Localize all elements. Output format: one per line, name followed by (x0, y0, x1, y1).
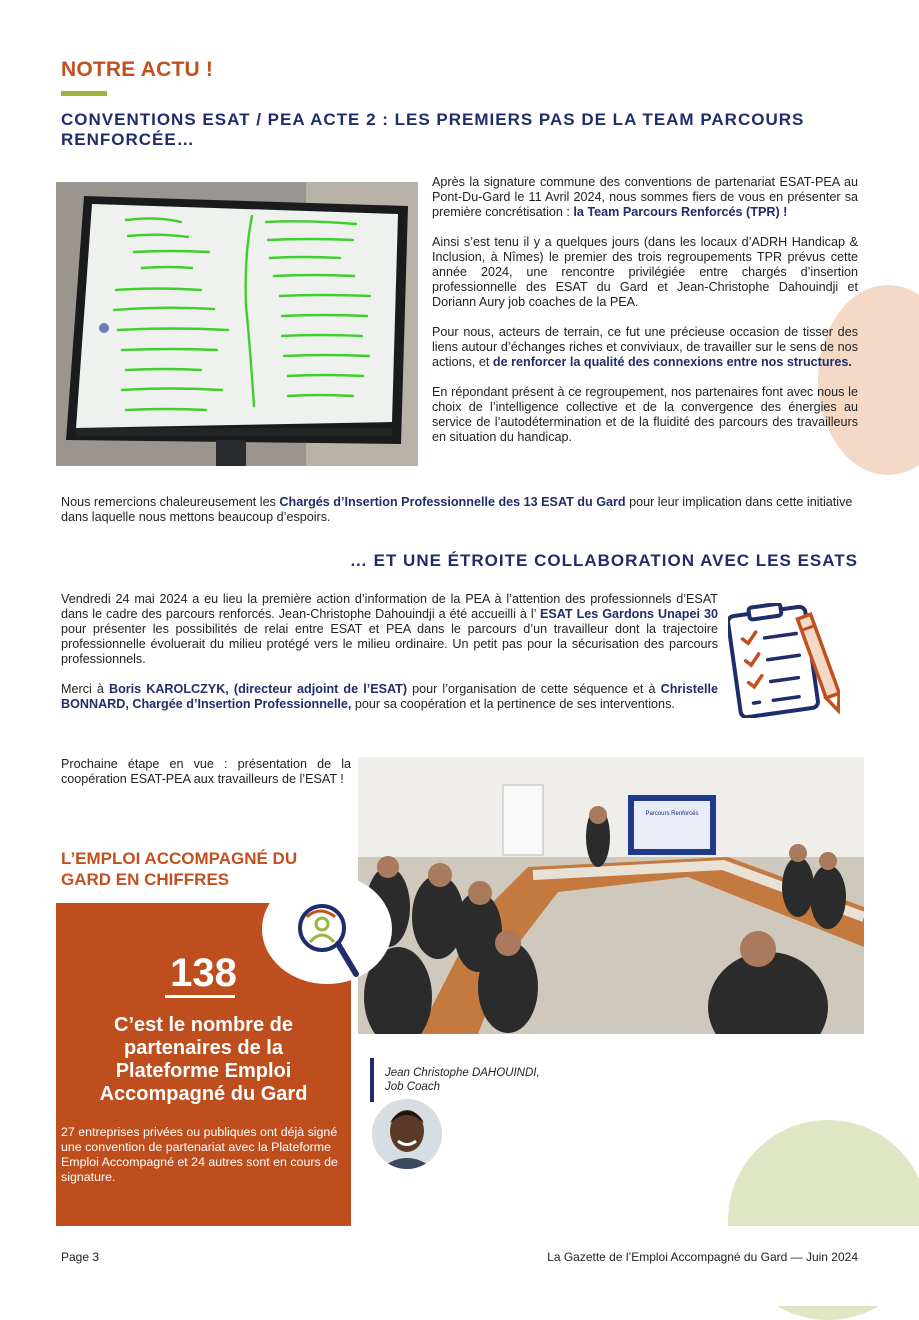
collaboration-paragraph-2: Merci à Boris KAROLCZYK, (directeur adjoint de l’ESAT) pour l’organisation de cette séquence et à Christelle BONNARD, Chargée d’Insertion Professionnelle, pour sa coopération et la pertinence de ses interventions. (61, 682, 718, 711)
caption-role: Job Coach (385, 1081, 440, 1093)
caption-accent-bar (370, 1058, 374, 1102)
intro-paragraph-2: Ainsi s’est tenu il y a quelques jours (dans les locaux d’ADRH Handicap & Inclusion, à Nîmes) le premier des trois regroupements TPR prévus cette année 2024, une rencontre privilégiée entre chargés d’insertion professionnelle des ESAT du Gard et Jean-Christophe Dahouindji et Doriann Aury job coaches de la PEA. (432, 235, 858, 309)
caption-name: Jean Christophe DAHOUINDI, (385, 1067, 540, 1079)
photo-meeting-room (358, 757, 864, 1034)
article-title: CONVENTIONS ESAT / PEA ACTE 2 : LES PREMIERS PAS DE LA TEAM PARCOURS RENFORCÉE… (61, 110, 805, 149)
section-label: NOTRE ACTU ! (61, 58, 214, 81)
partners-count: 138 (170, 951, 237, 995)
collaboration-text (61, 592, 718, 712)
slide-title: Parcours Renforcés (645, 811, 699, 817)
intro-paragraph-1: Après la signature commune des conventions de partenariat ESAT-PEA au Pont-Du-Gard le 11 Avril 2024, nous sommes fiers de vous en présenter sa première concrétisation : la Team Parcours Renforcés (TPR) ! (432, 175, 858, 219)
key-figure-lead: C’est le nombre de partenaires de la Plateforme Emploi Accompagné du Gard (99, 1014, 308, 1105)
next-step-text: Prochaine étape en vue : présentation de la coopération ESAT-PEA aux travailleurs de l’ESAT ! (61, 757, 351, 786)
intro-text (432, 175, 858, 445)
page-number: Page 3 (61, 1250, 100, 1264)
figures-title: L’EMPLOI ACCOMPAGNÉ DU GARD EN CHIFFRES (61, 849, 298, 889)
thanks-paragraph: Nous remercions chaleureusement les Chargés d’Insertion Professionnelle des 13 ESAT du Gard pour leur implication dans cette initiative dans laquelle nous mettons beaucoup d’espoirs. (61, 495, 853, 524)
photo-whiteboard-screen (56, 182, 418, 466)
photo-caption (385, 1066, 540, 1094)
number-underline (165, 995, 235, 998)
collaboration-title: … ET UNE ÉTROITE COLLABORATION AVEC LES ESATS (349, 551, 858, 570)
intro-paragraph-3: Pour nous, acteurs de terrain, ce fut une précieuse occasion de tisser des liens autour d’échanges riches et conviviaux, de travailler sur le sens de nos actions, et de renforcer la qualité des connexions entre nos structures. (432, 325, 858, 369)
section-underline (61, 91, 107, 96)
tpr-highlight: la Team Parcours Renforcés (TPR) ! (573, 205, 788, 219)
page-bottom-mask (0, 1226, 919, 1306)
key-figure-details: 27 entreprises privées ou publiques ont déjà signé une convention de partenariat avec la Plateforme Emploi Accompagné et 24 autres sont en cours de signature. (61, 1125, 338, 1184)
checklist-clipboard-icon (728, 603, 840, 718)
collaboration-paragraph-1: Vendredi 24 mai 2024 a eu lieu la première action d’information de la PEA à l’attention des professionnels d’ESAT dans le cadre des parcours renforcés. Jean-Christophe Dahouindji a été accueilli à l’ ESAT Les Gardons Unapei 30 pour présenter les possibilités de relai entre ESAT et PEA dans le parcours d’un travailleur dont la trajectoire professionnelle évoluerait du milieu protégé vers le milieu ordinaire. Un petit pas pour la sécurisation des parcours professionnels. (61, 592, 718, 666)
avatar (372, 1099, 442, 1169)
publication-name: La Gazette de l’Emploi Accompagné du Gard — Juin 2024 (547, 1250, 858, 1264)
intro-paragraph-4: En répondant présent à ce regroupement, nos partenaires font avec nous le choix de l’intelligence collective et de la convergence des énergies au service de l’autodétermination et de la fluidité des parcours des travailleurs en situation du handicap. (432, 385, 858, 444)
